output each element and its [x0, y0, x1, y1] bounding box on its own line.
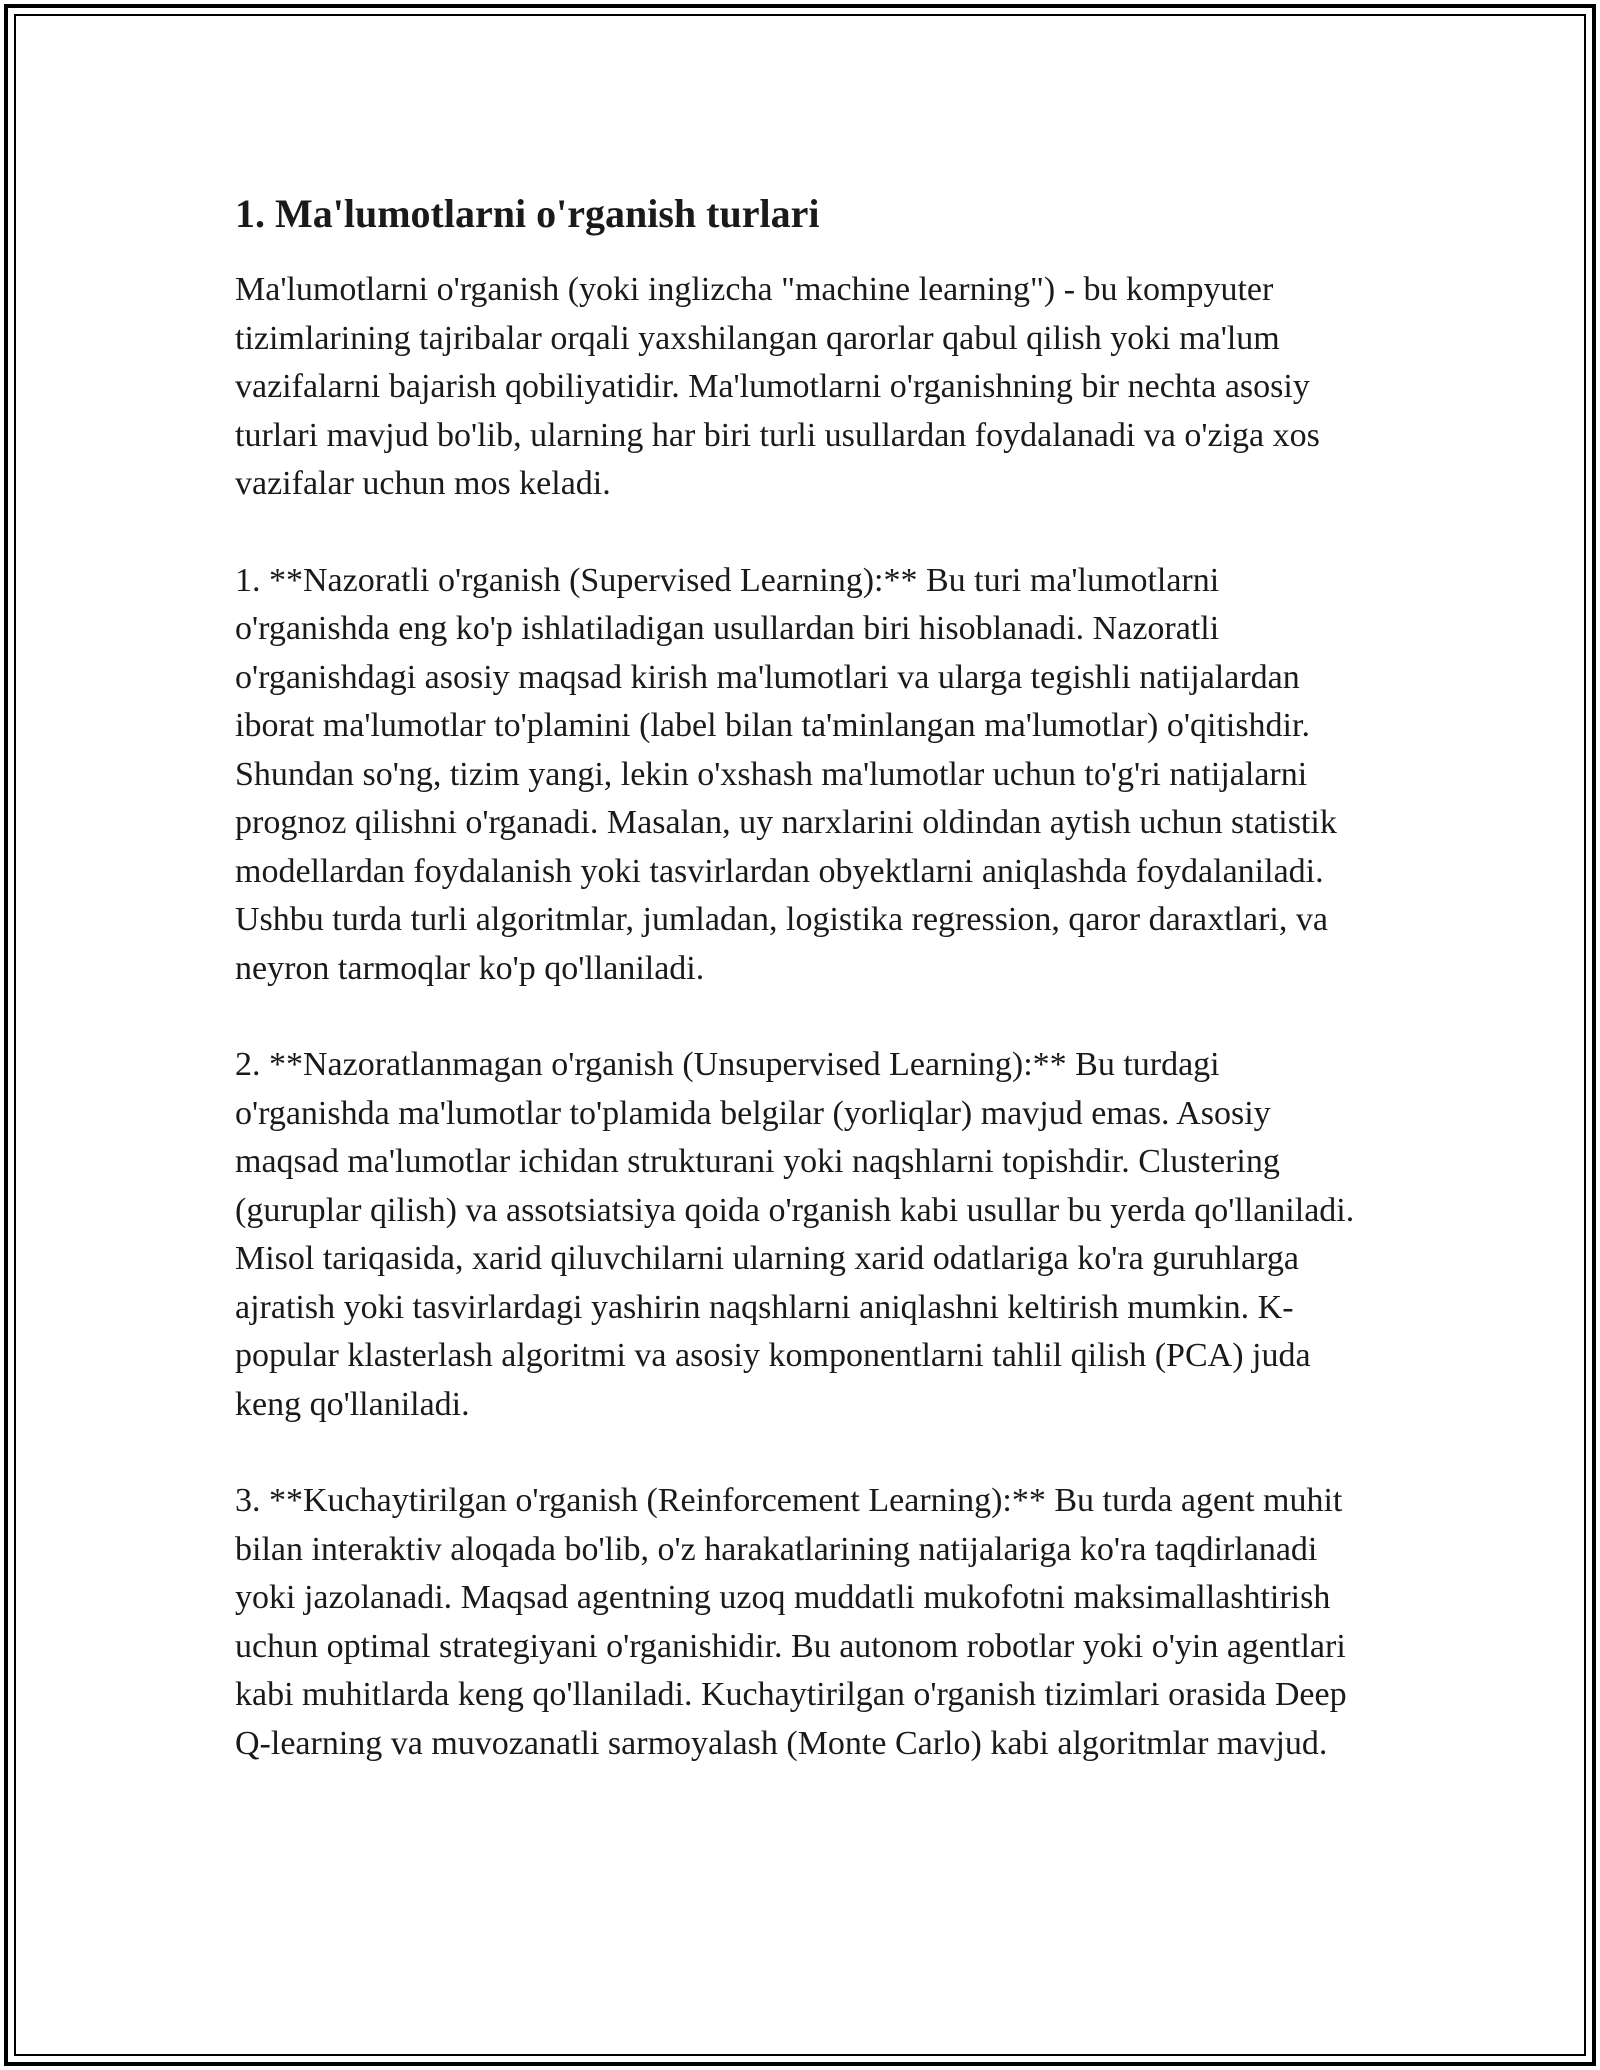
- unsupervised-learning-paragraph: 2. **Nazoratlanmagan o'rganish (Unsupervised Learning):** Bu turdagi o'rganishda ma'lumotlar to'plamida belgilar (yorliqlar) mavjud emas. Asosiy maqsad ma'lumotlar ichidan strukturani yoki naqshlarni topishdir. Clustering (guruplar qilish) va assotsiatsiya qoida o'rganish kabi usullar bu yerda qo'llaniladi. Misol tariqasida, xarid qiluvchilarni ularning xarid odatlariga ko'ra guruhlarga ajratish yoki tasvirlardagi yashirin naqshlarni aniqlashni keltirish mumkin. K-popular klasterlash algoritmi va asosiy komponentlarni tahlil qilish (PCA) juda keng qo'llaniladi.: [235, 1046, 1355, 1423]
- document-body: [235, 186, 1375, 1816]
- reinforcement-learning-paragraph: 3. **Kuchaytirilgan o'rganish (Reinforcement Learning):** Bu turda agent muhit bilan interaktiv aloqada bo'lib, o'z harakatlarining natijalariga ko'ra taqdirlanadi yoki jazolanadi. Maqsad agentning uzoq muddatli mukofotni maksimallashtirish uchun optimal strategiyani o'rganishidir. Bu autonom robotlar yoki o'yin agentlari kabi muhitlarda keng qo'llaniladi. Kuchaytirilgan o'rganish tizimlari orasida Deep Q-learning va muvozanatli sarmoyalash (Monte Carlo) kabi algoritmlar mavjud.: [235, 1482, 1347, 1762]
- section-title: 1. Ma'lumotlarni o'rganish turlari: [235, 191, 820, 236]
- intro-paragraph: Ma'lumotlarni o'rganish (yoki inglizcha "machine learning") - bu kompyuter tizimlarining tajribalar orqali yaxshilangan qarorlar qabul qilish yoki ma'lum vazifalarni bajarish qobiliyatidir. Ma'lumotlarni o'rganishning bir nechta asosiy turlari mavjud bo'lib, ularning har biri turli usullardan foydalanadi va o'ziga xos vazifalar uchun mos keladi.: [235, 271, 1320, 502]
- supervised-learning-paragraph: 1. **Nazoratli o'rganish (Supervised Learning):** Bu turi ma'lumotlarni o'rganishda eng ko'p ishlatiladigan usullardan biri hisoblanadi. Nazoratli o'rganishdagi asosiy maqsad kirish ma'lumotlari va ularga tegishli natijalardan iborat ma'lumotlar to'plamini (label bilan ta'minlangan ma'lumotlar) o'qitishdir. Shundan so'ng, tizim yangi, lekin o'xshash ma'lumotlar uchun to'g'ri natijalarni prognoz qilishni o'rganadi. Masalan, uy narxlarini oldindan aytish uchun statistik modellardan foydalanish yoki tasvirlardan obyektlarni aniqlashda foydalaniladi. Ushbu turda turli algoritmlar, jumladan, logistika regression, qaror daraxtlari, va neyron tarmoqlar ko'p qo'llaniladi.: [235, 561, 1337, 987]
